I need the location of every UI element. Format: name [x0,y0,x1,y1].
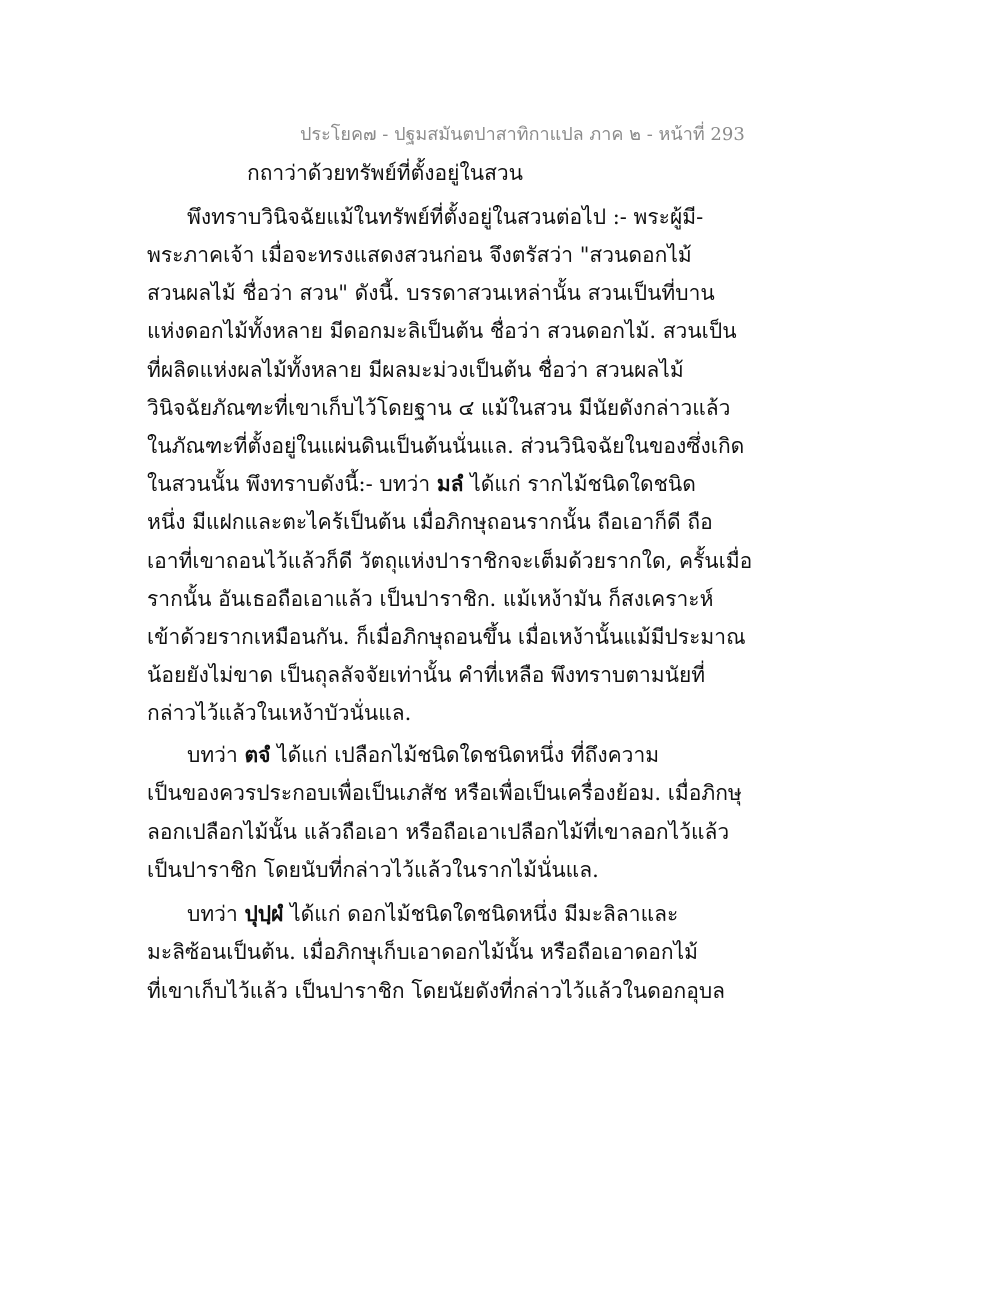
text-line: เป็นปาราชิก โดยนับที่กล่าวไว้แล้วในรากไม้นั่นแล. [147,858,599,882]
text-line: น้อยยังไม่ขาด เป็นถุลลัจจัยเท่านั้น คำที่เหลือ พึงทราบตามนัยที่ [147,663,706,687]
text-line: พึงทราบวินิจฉัยแม้ในทรัพย์ที่ตั้งอยู่ในสวนต่อไป :- พระผู้มี- [187,205,704,229]
running-header: ประโยค๗ - ปฐมสมันตปาสาทิกาแปล ภาค ๒ - หน้าที่ 293 [300,124,745,145]
text-line: ลอกเปลือกไม้นั้น แล้วถือเอา หรือถือเอาเปลือกไม้ที่เขาลอกไว้แล้ว [147,820,730,844]
text-line [147,467,696,501]
text-line [187,897,678,931]
pali-term: ตจํ [244,742,271,767]
text-line: มะลิซ้อนเป็นต้น. เมื่อภิกษุเก็บเอาดอกไม้นั้น หรือถือเอาดอกไม้ [147,940,699,964]
text-line: กล่าวไว้แล้วในเหง้าบัวนั่นแล. [147,701,412,725]
text-segment: ได้แก่ ดอกไม้ชนิดใดชนิดหนึ่ง มีมะลิลาและ [283,902,679,926]
section-title: กถาว่าด้วยทรัพย์ที่ตั้งอยู่ในสวน [247,161,524,185]
text-line: สวนผลไม้ ชื่อว่า สวน" ดังนี้. บรรดาสวนเหล่านั้น สวนเป็นที่บาน [147,281,715,305]
text-line: พระภาคเจ้า เมื่อจะทรงแสดงสวนก่อน จึงตรัสว่า "สวนดอกไม้ [147,243,692,267]
text-line: เอาที่เขาถอนไว้แล้วก็ดี วัตถุแห่งปาราชิกจะเต็มด้วยรากใด, ครั้นเมื่อ [147,549,753,573]
text-segment: ในสวนนั้น พึงทราบดังนี้:- บทว่า [147,472,437,496]
text-segment: บทว่า [187,743,245,767]
text-line: หนึ่ง มีแฝกและตะไคร้เป็นต้น เมื่อภิกษุถอนรากนั้น ถือเอาก็ดี ถือ [147,510,713,534]
text-line: ในภัณฑะที่ตั้งอยู่ในแผ่นดินเป็นต้นนั่นแล. ส่วนวินิจฉัยในของซึ่งเกิด [147,434,745,458]
text-segment: บทว่า [187,902,245,926]
text-line: รากนั้น อันเธอถือเอาแล้ว เป็นปาราชิก. แม้เหง้ามัน ก็สงเคราะห์ [147,587,714,611]
text-segment: ได้แก่ รากไม้ชนิดใดชนิด [463,472,696,496]
text-line: ที่เขาเก็บไว้แล้ว เป็นปาราชิก โดยนัยดังที่กล่าวไว้แล้วในดอกอุบล [147,979,726,1003]
pali-term: มลํ [436,471,464,496]
text-line: ที่ผลิดแห่งผลไม้ทั้งหลาย มีผลมะม่วงเป็นต้น ชื่อว่า สวนผลไม้ [147,358,684,382]
text-segment: ได้แก่ เปลือกไม้ชนิดใดชนิดหนึ่ง ที่ถึงความ [270,743,660,767]
text-line: วินิจฉัยภัณฑะที่เขาเก็บไว้โดยฐาน ๔ แม้ในสวน มีนัยดังกล่าวแล้ว [147,396,731,420]
text-line: เข้าด้วยรากเหมือนกัน. ก็เมื่อภิกษุถอนขึ้น เมื่อเหง้านั้นแม้มีประมาณ [147,625,746,649]
text-line: เป็นของควรประกอบเพื่อเป็นเภสัช หรือเพื่อเป็นเครื่องย้อม. เมื่อภิกษุ [147,781,742,805]
pali-term: ปุปฺผํ [244,901,284,926]
text-line: แห่งดอกไม้ทั้งหลาย มีดอกมะลิเป็นต้น ชื่อว่า สวนดอกไม้. สวนเป็น [147,319,737,343]
text-line [187,738,659,772]
